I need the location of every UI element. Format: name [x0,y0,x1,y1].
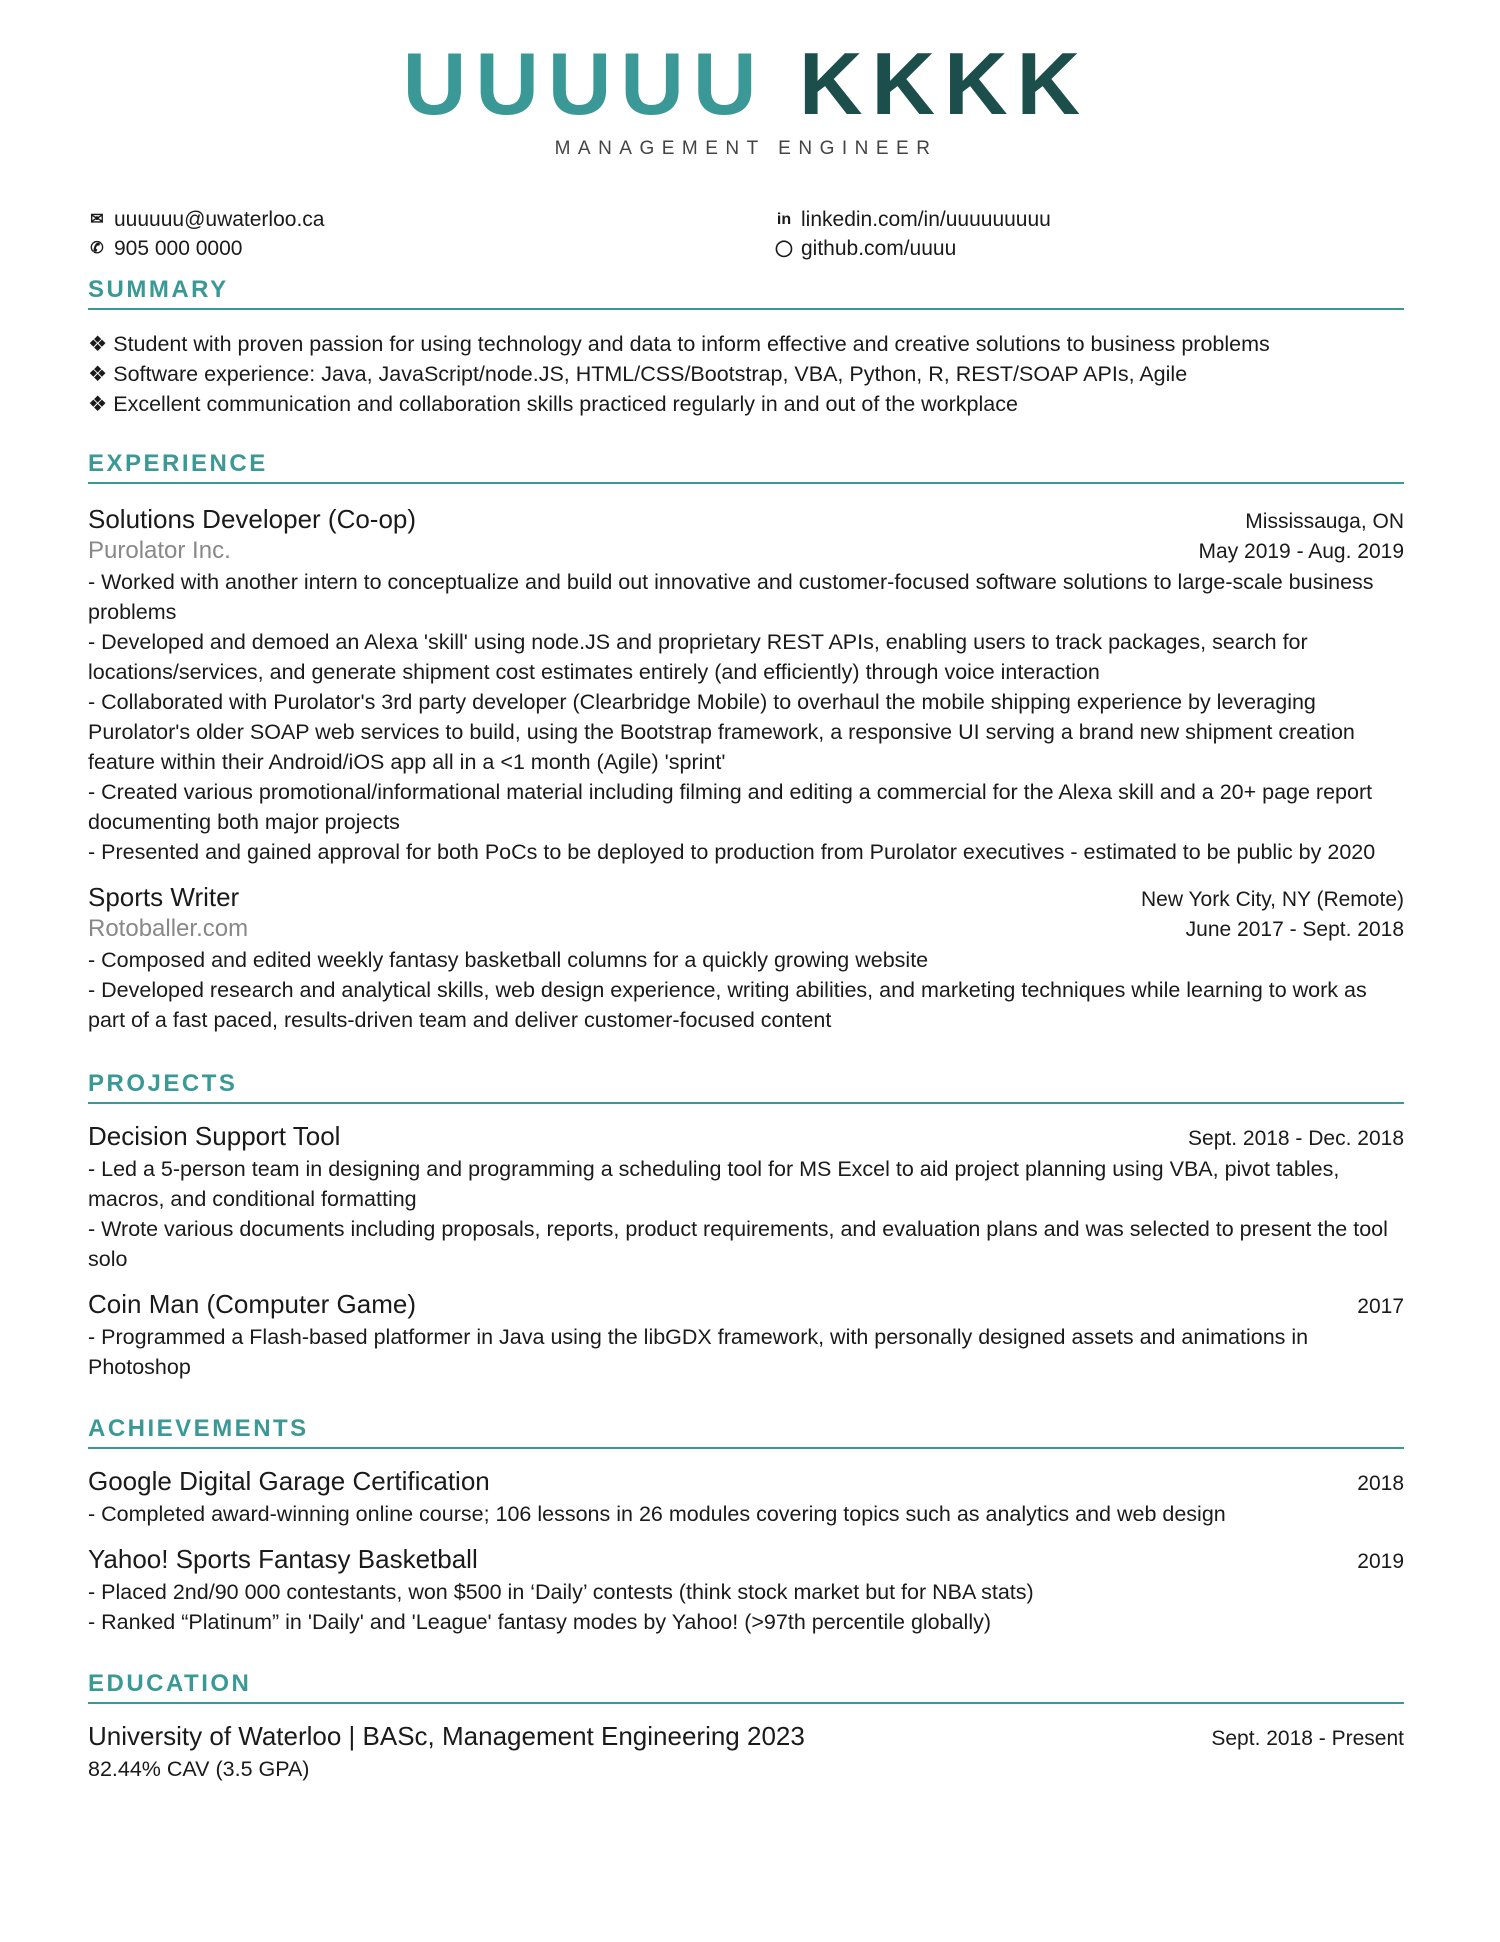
email-text: uuuuuu@uwaterloo.ca [114,208,325,231]
entry-header [88,1543,1404,1577]
experience-list [88,503,1404,1035]
achievements-section [88,1414,1404,1637]
entry-title: Google Digital Garage Certification [88,1466,490,1496]
entry-bullets [88,1322,1404,1382]
projects-section [88,1069,1404,1382]
github-icon: ◯ [775,240,793,257]
entry-dates: May 2019 - Aug. 2019 [1198,540,1404,563]
education-entry [88,1720,1404,1784]
entry-bullets [88,945,1404,1035]
last-name: KKKK [799,34,1090,133]
contact-info [88,205,1404,263]
entry-header [88,881,1404,915]
bullet-item: - Completed award-winning online course; 106 lessons in 26 modules covering topics such as analytics and web design [88,1502,1226,1526]
entry [88,881,1404,1035]
summary-item: ❖ Software experience: Java, JavaScript/node.JS, HTML/CSS/Bootstrap, VBA, Python, R, REST/SOAP APIs, Agile [88,362,1188,386]
entry [88,1288,1404,1382]
summary-item: ❖ Excellent communication and collaboration skills practiced regularly in and out of the workplace [88,392,1018,416]
bullet-item: - Programmed a Flash-based platformer in Java using the libGDX framework, with personally designed assets and animations in Photoshop [88,1325,1309,1379]
entry-company: Rotoballer.com [88,915,249,942]
summary-item: ❖ Student with proven passion for using technology and data to inform effective and creative solutions to business problems [88,332,1270,356]
bullet-item: - Composed and edited weekly fantasy basketball columns for a quickly growing website [88,948,929,972]
entry [88,1465,1404,1529]
bullet-item: - Developed and demoed an Alexa 'skill' using node.JS and proprietary REST APIs, enabling users to track packages, search for locations/services, and generate shipment cost estimates entirely (and efficiently) through voice interaction [88,630,1308,684]
phone-contact [88,234,775,263]
summary-section [88,275,1404,419]
bullet-item: - Collaborated with Purolator's 3rd party developer (Clearbridge Mobile) to overhaul the mobile shipping experience by leveraging Purolator's older SOAP web services to build, using the Bootstrap framework, a responsive UI serving a brand new shipment creation feature within their Android/iOS app all in a <1 month (Agile) 'sprint' [88,690,1355,774]
entry-dates: Sept. 2018 - Dec. 2018 [1188,1127,1404,1150]
bullet-item: - Presented and gained approval for both PoCs to be deployed to production from Purolator executives - estimated to be public by 2020 [88,840,1376,864]
bullet-item: - Worked with another intern to conceptualize and build out innovative and customer-focused software solutions to large-scale business problems [88,570,1374,624]
bullet-item: - Created various promotional/informational material including filming and editing a commercial for the Alexa skill and a 20+ page report documenting both major projects [88,780,1373,834]
resume [88,0,1404,1784]
entry-title: Yahoo! Sports Fantasy Basketball [88,1544,478,1574]
education-detail: 82.44% CAV (3.5 GPA) [88,1757,310,1781]
github-text: github.com/uuuu [801,237,957,260]
bullet-item: - Ranked “Platinum” in 'Daily' and 'League' fantasy modes by Yahoo! (>97th percentile globally) [88,1610,992,1634]
entry-company: Purolator Inc. [88,537,231,564]
phone-text: 905 000 0000 [114,237,243,260]
achievements-list [88,1465,1404,1637]
section-heading: EXPERIENCE [88,449,1404,484]
school-degree: University of Waterloo | BASc, Management Engineering 2023 [88,1721,805,1751]
entry-subheader [88,915,1404,945]
bullet-item: - Developed research and analytical skills, web design experience, writing abilities, and marketing techniques while learning to work as part of a fast paced, results-driven team and deliver customer-focused content [88,978,1367,1032]
education-section [88,1669,1404,1784]
candidate-name [88,34,1404,133]
entry-title: Coin Man (Computer Game) [88,1289,416,1319]
entry-bullets [88,1577,1404,1637]
entry-subheader [88,537,1404,567]
bullet-item: - Placed 2nd/90 000 contestants, won $500 in ‘Daily’ contests (think stock market but for NBA stats) [88,1580,1034,1604]
entry [88,503,1404,867]
entry-title: Solutions Developer (Co-op) [88,504,417,534]
entry-dates: June 2017 - Sept. 2018 [1185,918,1404,941]
experience-section [88,449,1404,1035]
envelope-icon: ✉ [90,211,104,228]
entry-header [88,1120,1404,1154]
github-contact[interactable] [775,234,1404,263]
bullet-item: - Wrote various documents including proposals, reports, product requirements, and evaluation plans and was selected to present the tool solo [88,1217,1388,1271]
section-heading: EDUCATION [88,1669,1404,1704]
entry-header [88,1465,1404,1499]
projects-list [88,1120,1404,1382]
job-title: MANAGEMENT ENGINEER [554,138,938,159]
first-name: UUUUU [402,34,766,133]
entry-header [88,503,1404,537]
linkedin-icon: in [776,211,792,228]
entry-location: New York City, NY (Remote) [1141,888,1404,911]
entry-dates: 2018 [1357,1472,1404,1495]
entry-bullets [88,1154,1404,1274]
bullet-item: - Led a 5-person team in designing and programming a scheduling tool for MS Excel to aid project planning using VBA, pivot tables, macros, and conditional formatting [88,1157,1340,1211]
section-heading: PROJECTS [88,1069,1404,1104]
section-heading: ACHIEVEMENTS [88,1414,1404,1449]
entry-header [88,1288,1404,1322]
entry-location: Mississauga, ON [1245,510,1404,533]
entry [88,1120,1404,1274]
summary-list [88,329,1404,419]
entry-bullets [88,1499,1404,1529]
linkedin-contact[interactable] [775,205,1404,234]
entry [88,1543,1404,1637]
email-contact[interactable] [88,205,775,234]
entry-title: Decision Support Tool [88,1121,341,1151]
entry-dates: 2019 [1357,1550,1404,1573]
education-dates: Sept. 2018 - Present [1211,1727,1404,1750]
entry-bullets [88,567,1404,867]
entry-dates: 2017 [1357,1295,1404,1318]
linkedin-text: linkedin.com/in/uuuuuuuuu [801,208,1051,231]
section-heading: SUMMARY [88,275,1404,310]
phone-icon: ✆ [90,240,104,257]
entry-title: Sports Writer [88,882,240,912]
